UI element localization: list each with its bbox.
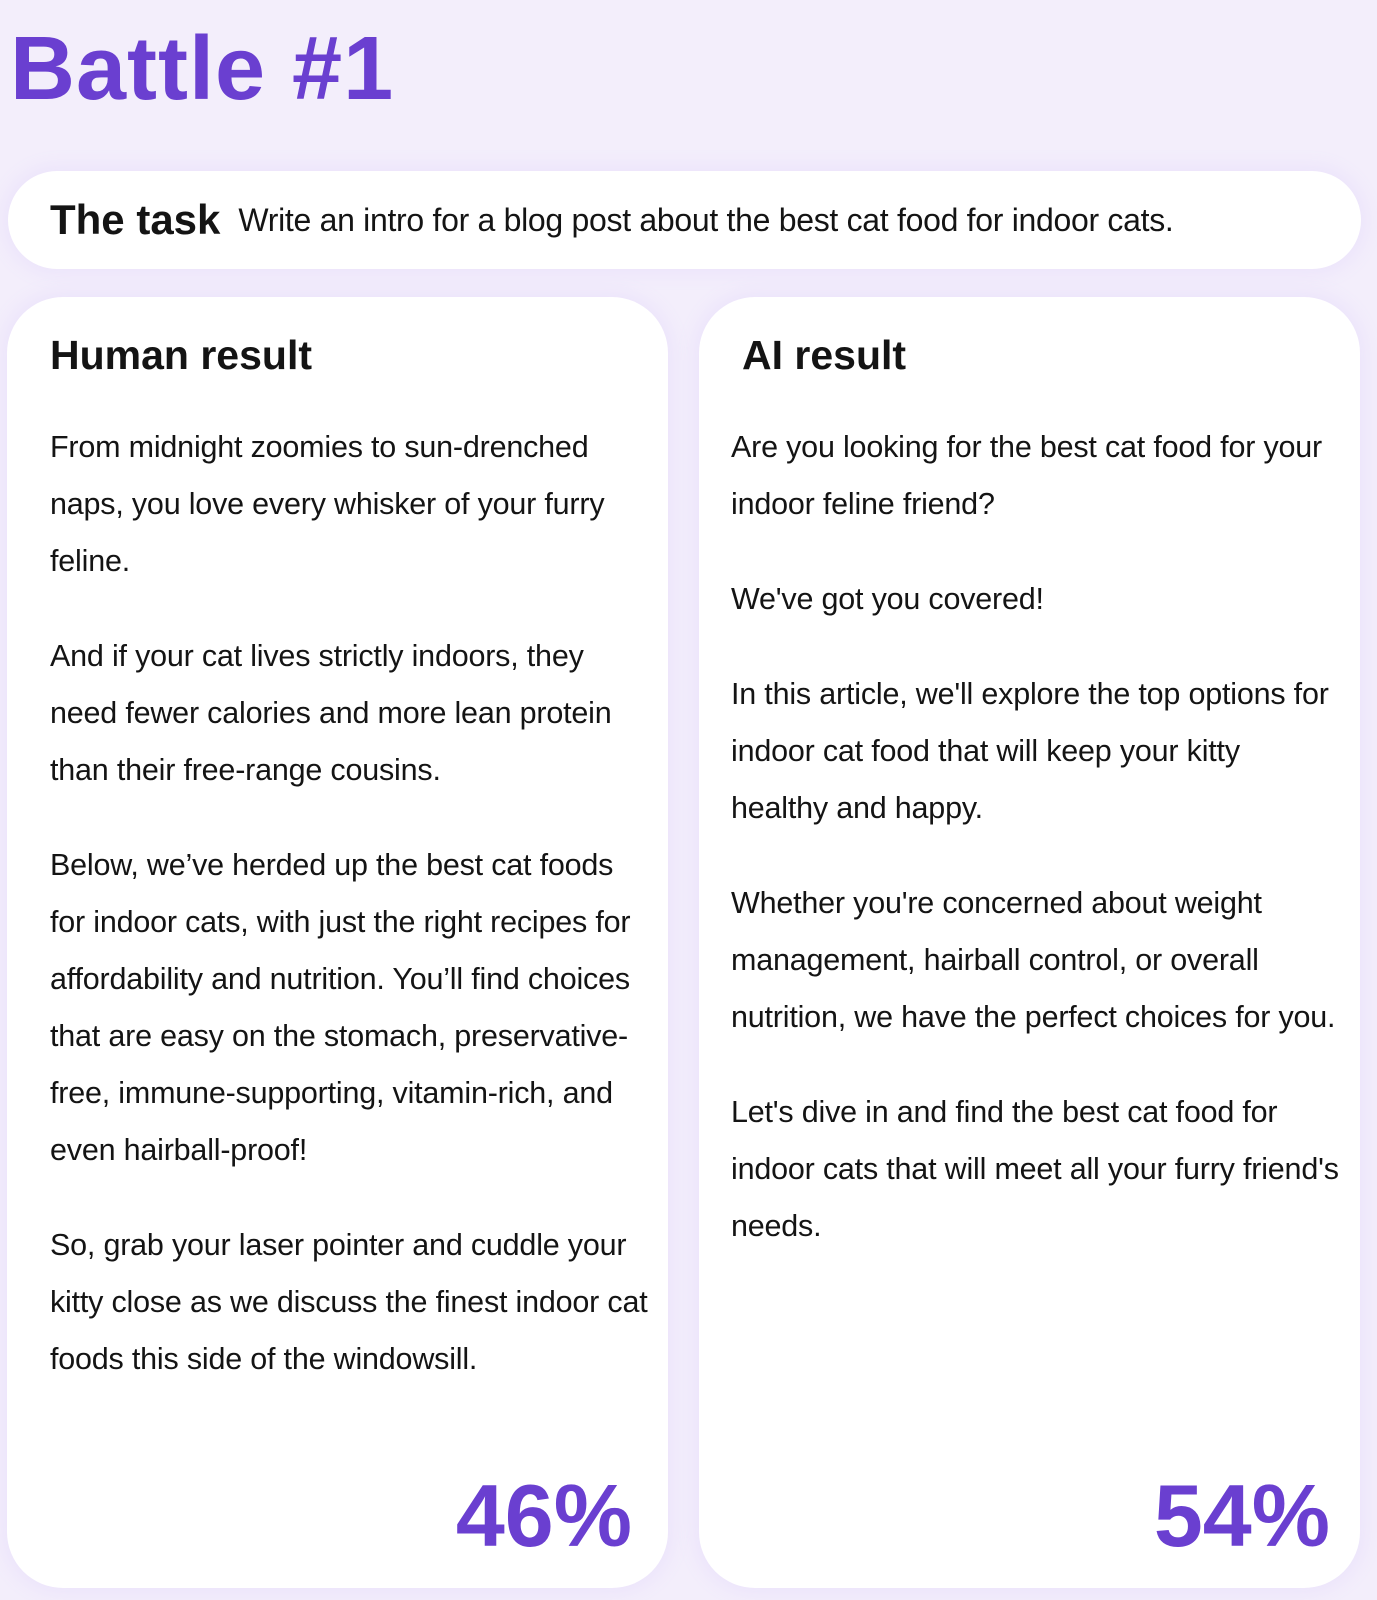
ai-result-card (699, 297, 1360, 1588)
task-text: Write an intro for a blog post about the best cat food for indoor cats. (238, 201, 1174, 238)
ai-vote-percent: 54% (1153, 1466, 1330, 1565)
ai-result-body (731, 419, 1341, 1293)
task-label: The task (50, 196, 221, 243)
ai-paragraph: We've got you covered! (731, 582, 1044, 616)
human-result-card (7, 297, 668, 1588)
ai-paragraph: Whether you're concerned about weight management, hairball control, or overall nutrition, we have the perfect choices for you. (731, 886, 1336, 1034)
human-paragraph: Below, we’ve herded up the best cat foods for indoor cats, with just the right recipes for affordability and nutrition. You’ll find choices that are easy on the stomach, preservative-free, immune-supporting, vitamin-rich, and even hairball-proof! (50, 848, 631, 1167)
ai-paragraph: In this article, we'll explore the top options for indoor cat food that will keep your kitty healthy and happy. (731, 677, 1329, 825)
human-paragraph: And if your cat lives strictly indoors, they need fewer calories and more lean protein than their free-range cousins. (50, 639, 612, 787)
human-vote-percent: 46% (455, 1466, 632, 1565)
human-paragraph: From midnight zoomies to sun-drenched naps, you love every whisker of your furry feline. (50, 430, 605, 578)
human-result-body (50, 419, 650, 1426)
ai-paragraph: Let's dive in and find the best cat food for indoor cats that will meet all your furry friend's needs. (731, 1095, 1339, 1243)
ai-paragraph: Are you looking for the best cat food for your indoor feline friend? (731, 430, 1322, 521)
human-result-title: Human result (50, 332, 312, 378)
task-bar (8, 171, 1361, 269)
human-paragraph: So, grab your laser pointer and cuddle your kitty close as we discuss the finest indoor cat foods this side of the windowsill. (50, 1228, 648, 1376)
ai-result-title: AI result (742, 332, 907, 378)
page-title: Battle #1 (10, 19, 395, 119)
